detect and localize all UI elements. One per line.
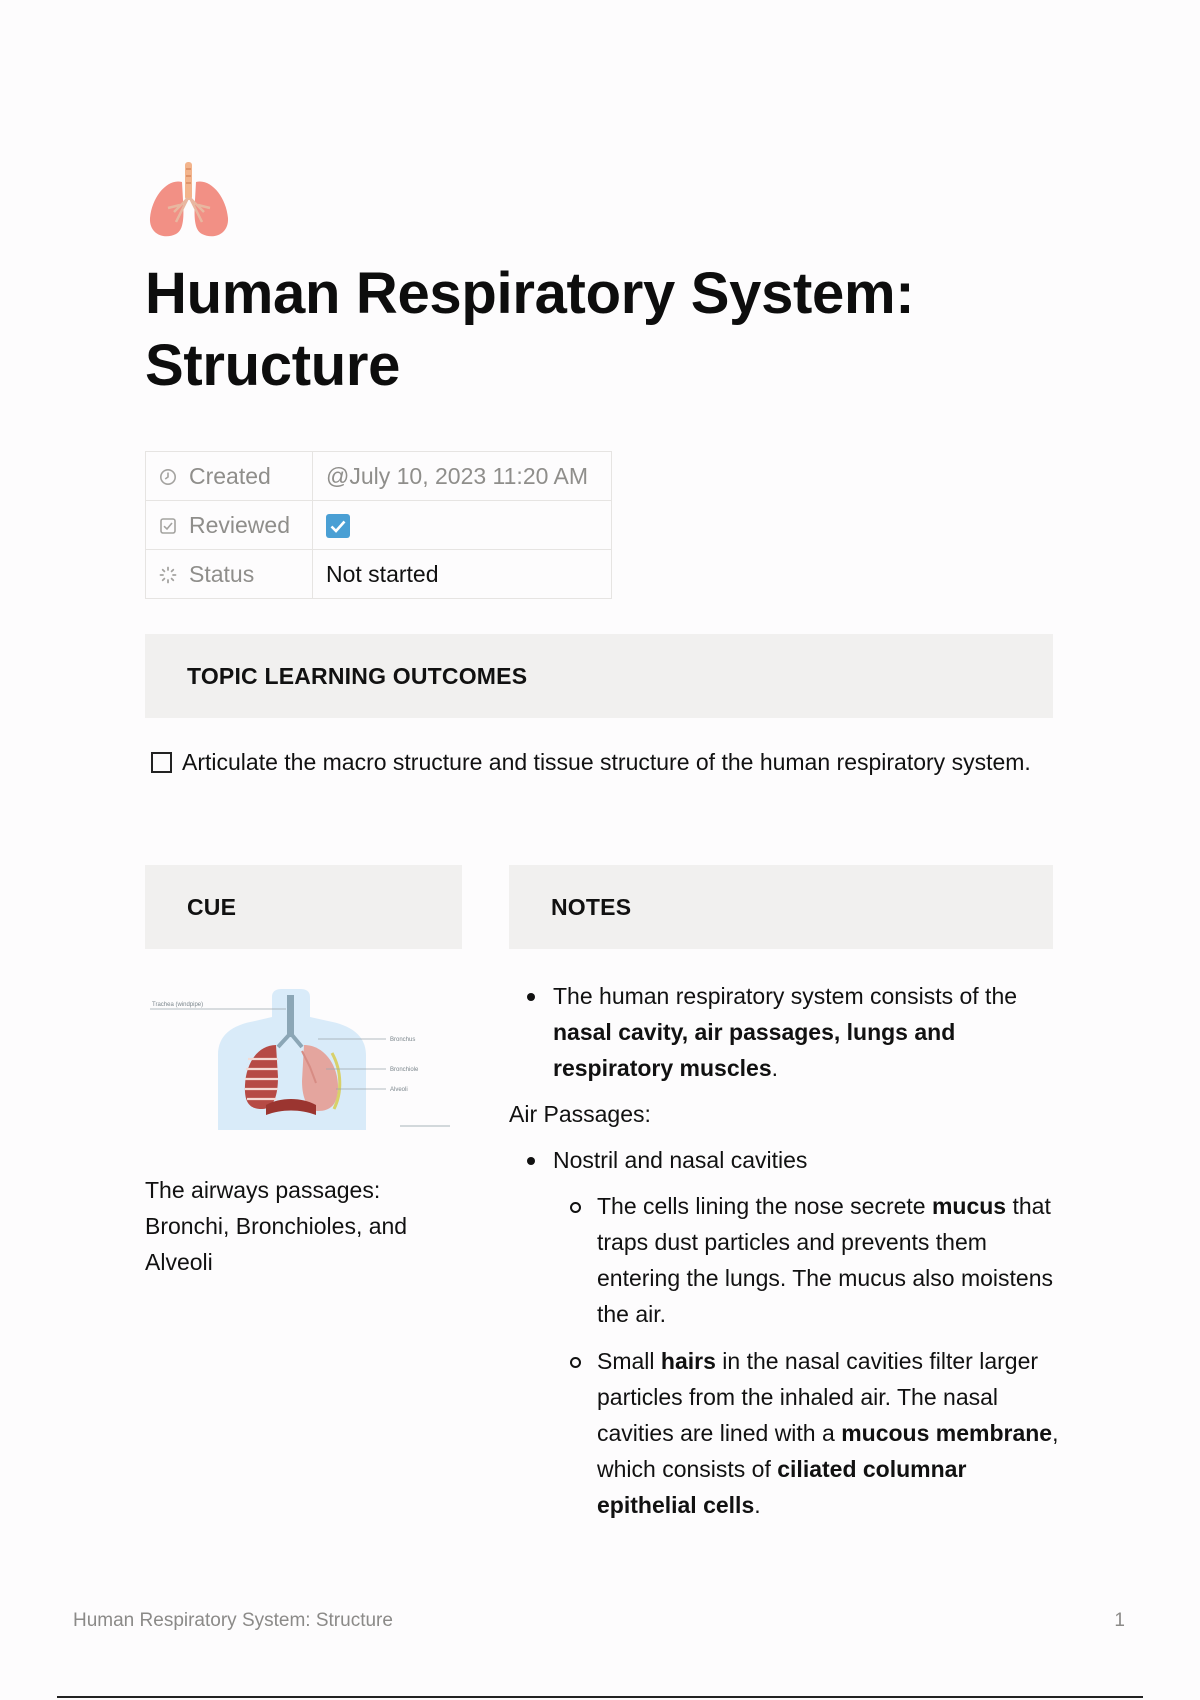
outcomes-heading: TOPIC LEARNING OUTCOMES [145,634,1053,718]
footer-divider [57,1696,1143,1698]
property-row-created [146,452,612,501]
status-value[interactable]: Not started [313,550,612,599]
diagram-label-alveoli: Alveoli [390,1087,408,1093]
checkbox-icon [159,517,177,535]
lungs-icon [146,160,232,240]
property-row-reviewed [146,501,612,550]
diagram-label-bronchus: Bronchus [390,1037,416,1043]
outcome-text: Articulate the macro structure and tissue structure of the human respiratory system. [182,749,1031,775]
property-row-status [146,550,612,599]
list-item: Nostril and nasal cavities [509,1142,1069,1178]
outcome-checkbox[interactable] [151,752,172,773]
properties-table [145,451,612,599]
page-number: 1 [1114,1610,1125,1631]
check-icon [326,514,350,538]
list-item: The human respiratory system consists of the nasal cavity, air passages, lungs and respiratory muscles. [509,978,1069,1086]
diagram-label-trachea: Trachea (windpipe) [152,1002,204,1008]
cue-heading: CUE [145,865,462,949]
property-label: Reviewed [189,511,290,538]
diagram-label-bronchiole: Bronchiole [390,1067,419,1073]
air-passages-heading: Air Passages: [509,1101,651,1127]
status-spinner-icon [159,566,177,584]
notes-heading: NOTES [509,865,1053,949]
footer-title: Human Respiratory System: Structure [73,1610,393,1631]
created-date[interactable]: @July 10, 2023 11:20 AM [313,452,612,501]
respiratory-diagram [150,985,460,1135]
notes-content [509,978,1069,1523]
property-label: Created [189,462,271,489]
page-title: Human Respiratory System: Structure [145,261,915,398]
cue-caption: The airways passages: Bronchi, Bronchioles, and Alveoli [145,1177,408,1275]
list-item: Small hairs in the nasal cavities filter larger particles from the inhaled air. The nasal cavities are lined with a mucous membrane, which consists of ciliated columnar epithelial cells. [509,1343,1069,1523]
clock-icon [159,468,177,486]
list-item: The cells lining the nose secrete mucus that traps dust particles and prevents them entering the lungs. The mucus also moistens the air. [509,1188,1069,1332]
reviewed-checkbox[interactable] [326,514,350,538]
outcome-todo-item [146,744,1066,781]
property-label: Status [189,560,255,587]
